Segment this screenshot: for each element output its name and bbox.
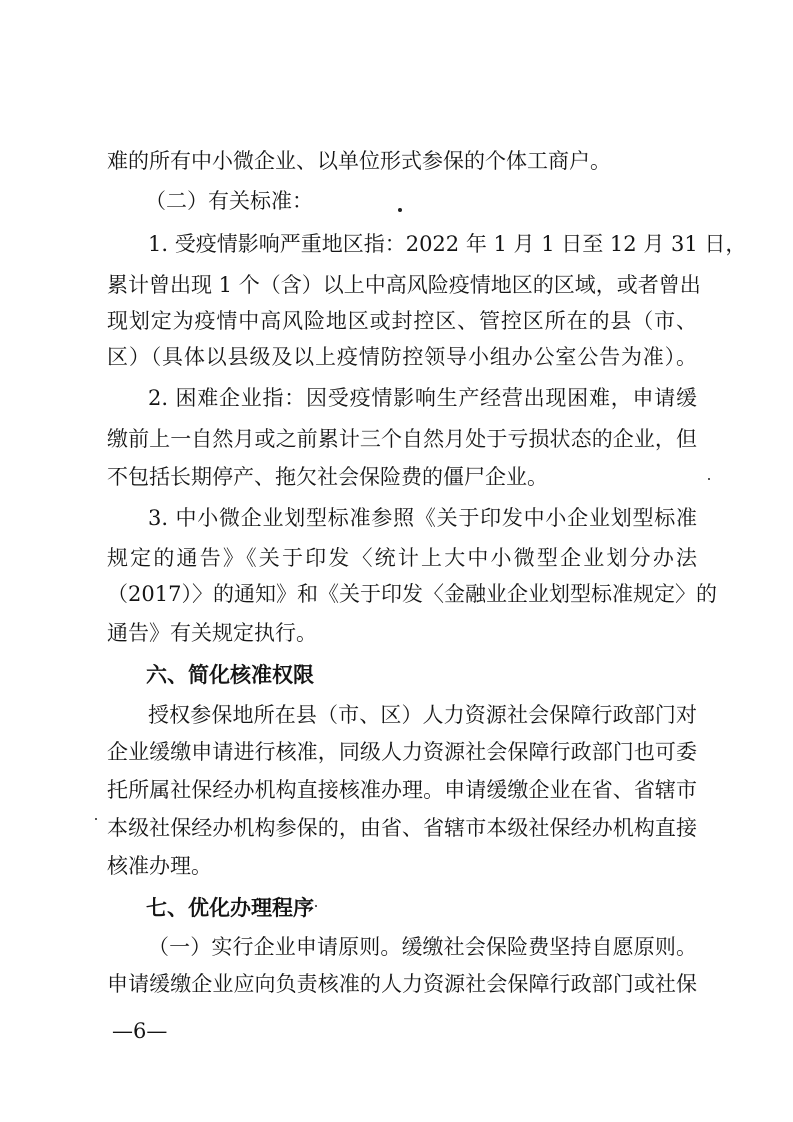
body-text-line: 2. 困难企业指：因受疫情影响生产经营出现困难，申请缓 — [148, 386, 697, 410]
body-text-line: 现划定为疫情中高风险地区或封控区、管控区所在的县（市、 — [107, 309, 697, 333]
body-text-line: （一）实行企业申请原则。缓缴社会保险费坚持自愿原则。 — [148, 935, 697, 959]
body-text-line: 核准办理。 — [107, 854, 212, 878]
body-text-line: 本级社保经办机构参保的，由省、省辖市本级社保经办机构直接 — [107, 816, 697, 840]
body-text-line: 托所属社保经办机构直接核准办理。申请缓缴企业在省、省辖市 — [107, 778, 697, 802]
body-text-line: 缴前上一自然月或之前累计三个自然月处于亏损状态的企业，但 — [107, 427, 697, 451]
body-text-line: 授权参保地所在县（市、区）人力资源社会保障行政部门对 — [148, 703, 697, 727]
body-text-line: 企业缓缴申请进行核准，同级人力资源社会保障行政部门也可委 — [107, 740, 697, 764]
body-text-line: 1. 受疫情影响严重地区指：2022 年 1 月 1 日至 12 月 31 日， — [148, 232, 747, 256]
scan-speck — [398, 208, 402, 212]
body-text-line: 申请缓缴企业应向负责核准的人力资源社会保障行政部门或社保 — [107, 972, 697, 996]
body-text-line: 3. 中小微企业划型标准参照《关于印发中小企业划型标准 — [148, 506, 697, 530]
body-text-line: （2017）〉的通知》和《关于印发〈金融业企业划型标准规定〉的 — [107, 582, 717, 606]
section-subheading: （二）有关标准： — [145, 189, 313, 213]
body-text-line: 不包括长期停产、拖欠社会保险费的僵尸企业。 — [107, 465, 548, 489]
scan-speck — [708, 478, 710, 480]
scan-speck — [95, 818, 97, 820]
body-text-line: 通告》有关规定执行。 — [107, 621, 317, 645]
body-text-line: 难的所有中小微企业、以单位形式参保的个体工商户。 — [107, 149, 611, 173]
scan-speck — [315, 905, 317, 907]
body-text-line: 累计曾出现 1 个（含）以上中高风险疫情地区的区域，或者曾出 — [107, 273, 701, 297]
body-text-line: 规定的通告》《关于印发〈统计上大中小微型企业划分办法 — [107, 546, 697, 570]
page-number: —6— — [112, 1019, 168, 1043]
section-heading: 六、简化核准权限 — [146, 663, 314, 687]
body-text-line: 区）（具体以县级及以上疫情防控领导小组办公室公告为准）。 — [107, 345, 697, 369]
section-heading: 七、优化办理程序 — [146, 896, 314, 920]
